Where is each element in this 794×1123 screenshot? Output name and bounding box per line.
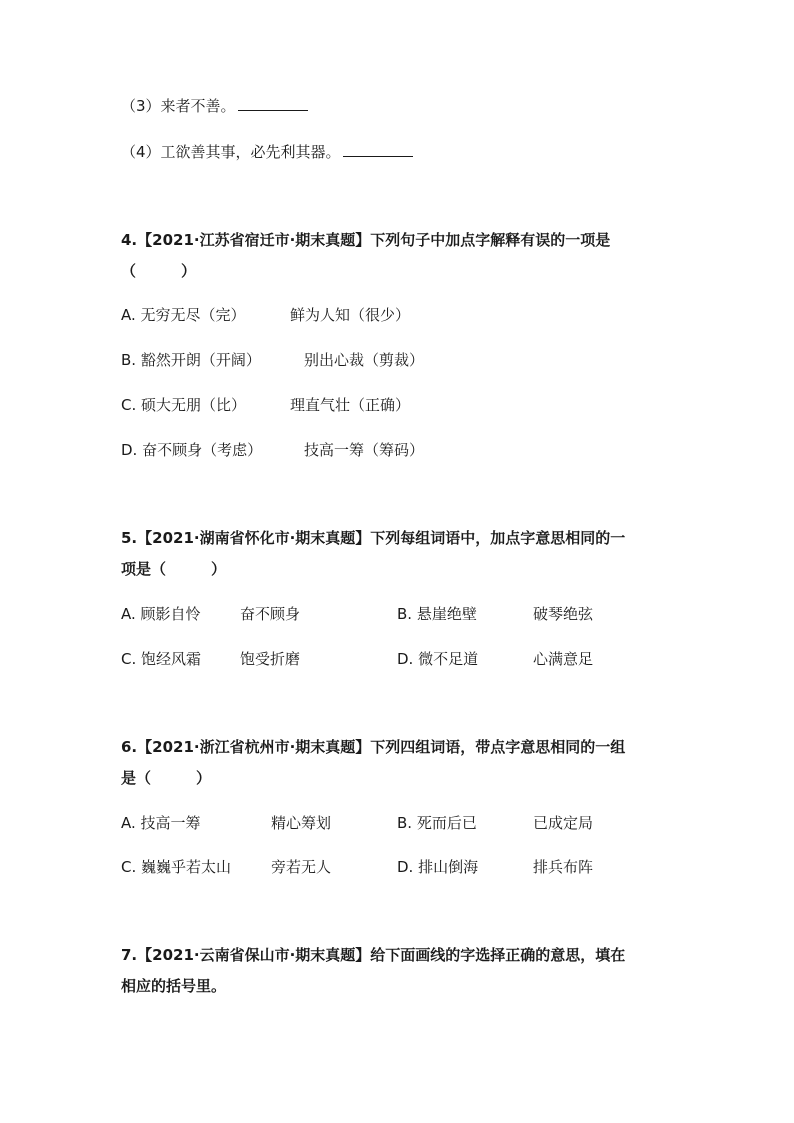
q6-option-b-second: 已成定局 xyxy=(533,814,594,832)
q6-option-c xyxy=(121,857,231,877)
option-label: A. xyxy=(121,605,136,623)
q4-option-b-second: 别出心裁（剪裁） xyxy=(304,351,425,369)
question-6-title: 6.【2021·浙江省杭州市·期末真题】下列四组词语，带点字意思相同的一组 xyxy=(121,738,626,756)
fill-line-4 xyxy=(121,142,413,162)
option-text-a: 硕大无朋（比） xyxy=(141,396,247,414)
q5-option-c xyxy=(121,649,201,669)
option-label: C. xyxy=(121,650,137,668)
fill-line-3 xyxy=(121,96,308,116)
q5-option-d xyxy=(397,649,478,669)
option-text-a: 微不足道 xyxy=(418,650,479,668)
q4-option-a-second: 鲜为人知（很少） xyxy=(290,306,411,324)
option-label: D. xyxy=(121,441,138,459)
option-text-a: 悬崖绝壁 xyxy=(416,605,477,623)
option-label: B. xyxy=(397,605,413,623)
q6-option-d-second: 排兵布阵 xyxy=(533,858,594,876)
option-text-a: 技高一筹 xyxy=(140,814,201,832)
option-text-a: 巍巍乎若太山 xyxy=(141,858,232,876)
option-text-a: 无穷无尽（完） xyxy=(140,306,246,324)
option-label: A. xyxy=(121,814,136,832)
question-4-paren: （ ） xyxy=(121,262,197,280)
question-5-title: 5.【2021·湖南省怀化市·期末真题】下列每组词语中，加点字意思相同的一 xyxy=(121,529,626,547)
q6-option-d xyxy=(397,857,478,877)
option-label: C. xyxy=(121,858,137,876)
option-label: B. xyxy=(397,814,413,832)
q5-option-d-second: 心满意足 xyxy=(533,650,594,668)
option-label: B. xyxy=(121,351,137,369)
q4-option-c xyxy=(121,395,246,415)
question-6-title-line2: 是（ ） xyxy=(121,769,212,787)
q6-option-a xyxy=(121,813,201,833)
answer-blank[interactable] xyxy=(238,96,308,111)
q5-option-b xyxy=(397,604,477,624)
question-4-title: 4.【2021·江苏省宿迁市·期末真题】下列句子中加点字解释有误的一项是 xyxy=(121,231,611,249)
question-7-title-line2: 相应的括号里。 xyxy=(121,977,227,995)
q4-option-d xyxy=(121,440,262,460)
fill-line-4-text: （4）工欲善其事，必先利其器。 xyxy=(121,143,341,161)
option-text-a: 排山倒海 xyxy=(418,858,479,876)
q4-option-d-second: 技高一筹（筹码） xyxy=(304,441,425,459)
option-text-a: 豁然开朗（开阔） xyxy=(140,351,261,369)
option-label: D. xyxy=(397,650,414,668)
option-label: D. xyxy=(397,858,414,876)
q4-option-c-second: 理直气壮（正确） xyxy=(290,396,411,414)
question-7-title: 7.【2021·云南省保山市·期末真题】给下面画线的字选择正确的意思，填在 xyxy=(121,946,626,964)
q5-option-b-second: 破琴绝弦 xyxy=(533,605,594,623)
option-text-a: 顾影自怜 xyxy=(140,605,201,623)
fill-line-3-text: （3）来者不善。 xyxy=(121,97,236,115)
option-text-a: 死而后已 xyxy=(416,814,477,832)
option-label: A. xyxy=(121,306,136,324)
q4-option-a xyxy=(121,305,246,325)
q4-option-b xyxy=(121,350,261,370)
q5-option-a xyxy=(121,604,201,624)
q6-option-a-second: 精心筹划 xyxy=(271,814,332,832)
option-label: C. xyxy=(121,396,137,414)
q5-option-c-second: 饱受折磨 xyxy=(240,650,301,668)
q6-option-c-second: 旁若无人 xyxy=(271,858,332,876)
q6-option-b xyxy=(397,813,477,833)
answer-blank[interactable] xyxy=(343,142,413,157)
question-5-title-line2: 项是（ ） xyxy=(121,560,227,578)
option-text-a: 奋不顾身（考虑） xyxy=(142,441,263,459)
q5-option-a-second: 奋不顾身 xyxy=(240,605,301,623)
option-text-a: 饱经风霜 xyxy=(141,650,202,668)
